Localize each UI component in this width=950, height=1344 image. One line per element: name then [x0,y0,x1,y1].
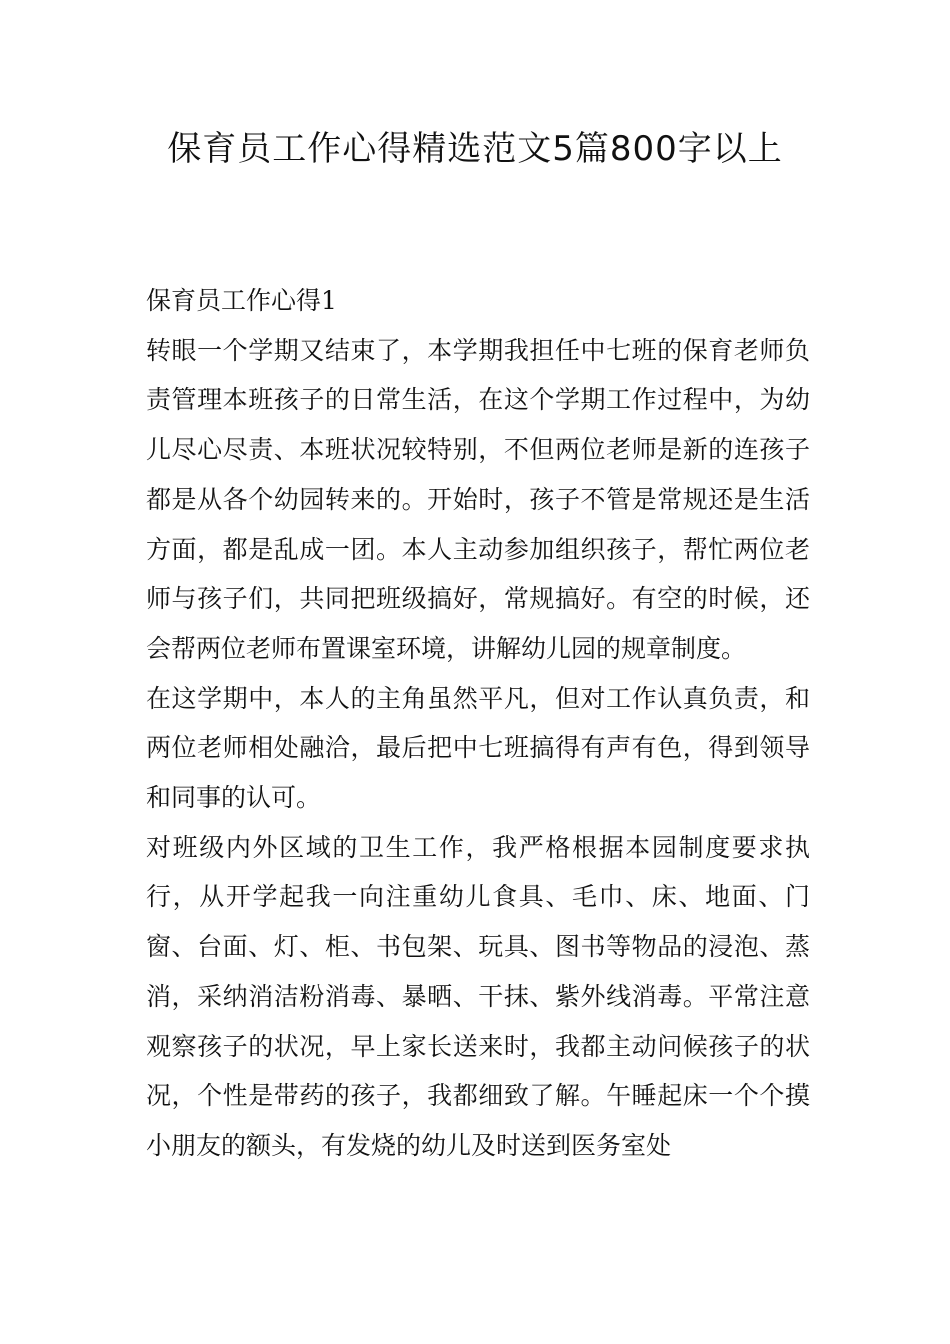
paragraph: 对班级内外区域的卫生工作，我严格根据本园制度要求执行，从开学起我一向注重幼儿食具、毛巾、床、地面、门窗、台面、灯、柜、书包架、玩具、图书等物品的浸泡、蒸消，采纳消洁粉消毒、暴晒、干抹、紫外线消毒。平常注意观察孩子的状况，早上家长送来时，我都主动问候孩子的状况，个性是带药的孩子，我都细致了解。午睡起床一个个摸小朋友的额头，有发烧的幼儿及时送到医务室处 [146,832,810,1160]
section-heading: 保育员工作心得1 [146,286,337,315]
paragraph: 转眼一个学期又结束了，本学期我担任中七班的保育老师负责管理本班孩子的日常生活，在这个学期工作过程中，为幼儿尽心尽责、本班状况较特别，不但两位老师是新的连孩子都是从各个幼园转来的。开始时，孩子不管是常规还是生活方面，都是乱成一团。本人主动参加组织孩子，帮忙两位老师与孩子们，共同把班级搞好，常规搞好。有空的时候，还会帮两位老师布置课室环境，讲解幼儿园的规章制度。 [146,335,810,663]
paragraph: 在这学期中，本人的主角虽然平凡，但对工作认真负责，和两位老师相处融洽，最后把中七班搞得有声有色，得到领导和同事的认可。 [146,683,810,813]
document-title: 保育员工作心得精选范文5篇800字以上 [167,129,783,169]
document-body [146,276,810,1171]
